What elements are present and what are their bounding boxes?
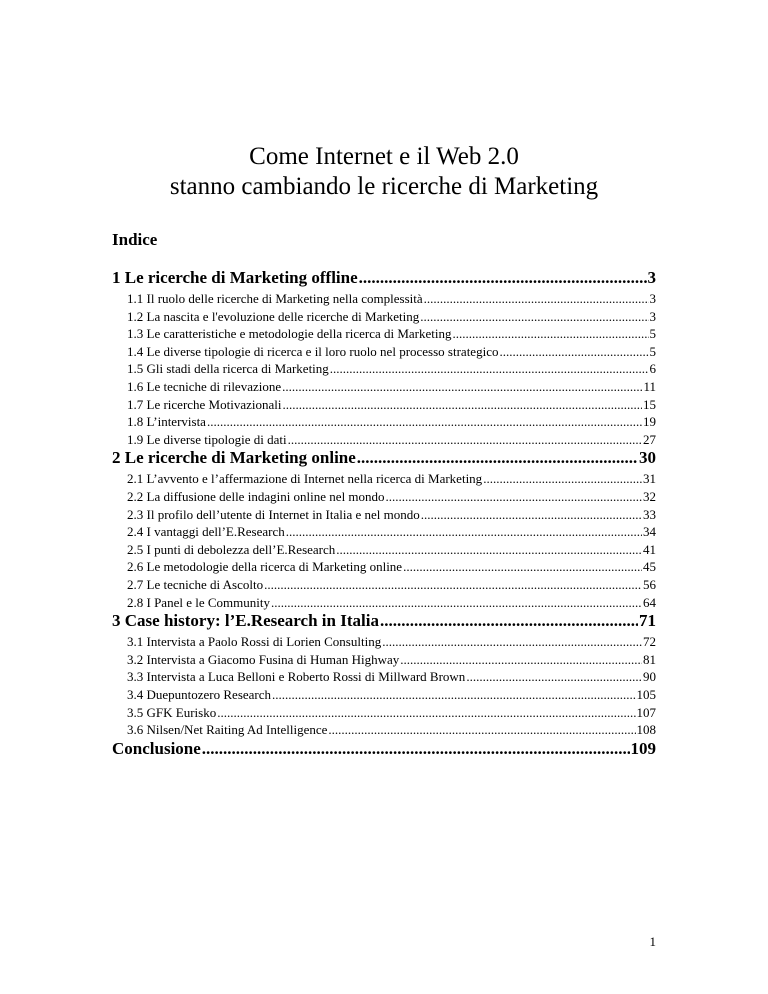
toc-entry-label: 1.6 Le tecniche di rilevazione <box>127 379 282 394</box>
toc-section-row[interactable] <box>112 291 656 308</box>
toc-leader-dots <box>328 722 635 738</box>
toc-section-row[interactable] <box>112 397 656 414</box>
toc-entry-label: 1.8 L’intervista <box>127 414 206 430</box>
toc-entry-page: 34 <box>643 524 656 540</box>
toc-entry-label: 3.3 Intervista a Luca Belloni e Roberto Rossi di Millward Brown <box>127 669 466 685</box>
toc-leader-dots <box>336 542 642 558</box>
toc-entry-page: 81 <box>643 651 656 667</box>
toc-entry-label: 3 Case history: l’E.Research in Italia <box>112 611 379 631</box>
toc-section-row[interactable] <box>112 361 656 378</box>
toc-leader-dots <box>330 361 649 377</box>
toc-entry-label: 3.2 Intervista a Giacomo Fusina di Human Highway <box>127 651 400 667</box>
toc-section-row[interactable] <box>112 559 656 576</box>
toc-section-row[interactable] <box>112 432 656 449</box>
toc-entry-page: 3 <box>647 268 656 287</box>
toc-entry-page: 3 <box>649 291 656 306</box>
toc-entry-label: 3.5 GFK Eurisko <box>127 704 217 720</box>
toc-leader-dots <box>283 397 643 413</box>
toc-leader-dots <box>282 379 642 395</box>
toc-entry-page: 3 <box>649 308 656 324</box>
toc-entry-page: 71 <box>639 611 656 631</box>
toc-section-row[interactable] <box>112 652 656 669</box>
toc-leader-dots <box>286 524 642 540</box>
toc-section-row[interactable] <box>112 524 656 541</box>
toc-leader-dots <box>466 669 642 685</box>
toc-chapter-row[interactable] <box>112 448 656 470</box>
toc-entry-label: 1.7 Le ricerche Motivazionali <box>127 396 282 412</box>
toc-entry-label: 1 Le ricerche di Marketing offline <box>112 268 358 287</box>
toc-leader-dots <box>400 652 642 668</box>
toc-entry-page: 64 <box>643 594 656 610</box>
toc-leader-dots <box>453 326 649 342</box>
toc-section-row[interactable] <box>112 414 656 431</box>
document-title-line-1: Come Internet e il Web 2.0 <box>249 143 519 170</box>
toc-entry-label: 2.8 I Panel e le Community <box>127 594 270 610</box>
toc-leader-dots <box>386 489 642 505</box>
toc-leader-dots <box>207 414 642 430</box>
toc-section-row[interactable] <box>112 687 656 704</box>
toc-section-row[interactable] <box>112 326 656 343</box>
toc-section-row[interactable] <box>112 705 656 722</box>
toc-section-row[interactable] <box>112 669 656 686</box>
toc-entry-label: 2.5 I punti di debolezza dell’E.Research <box>127 541 336 557</box>
toc-leader-dots <box>380 611 638 631</box>
toc-entry-page: 90 <box>643 669 656 685</box>
toc-entry-page: 32 <box>643 489 656 504</box>
toc-section-row[interactable] <box>112 507 656 524</box>
index-heading: Indice <box>112 230 158 249</box>
toc-leader-dots <box>202 739 630 759</box>
toc-entry-label: 2.7 Le tecniche di Ascolto <box>127 577 264 592</box>
toc-entry-page: 15 <box>643 396 656 412</box>
toc-entry-page: 105 <box>636 687 656 702</box>
toc-leader-dots <box>359 268 647 288</box>
toc-entry-page: 72 <box>643 634 656 650</box>
toc-entry-label: Conclusione <box>112 738 201 758</box>
toc-leader-dots <box>424 291 649 307</box>
toc-leader-dots <box>272 687 635 703</box>
toc-leader-dots <box>357 448 638 468</box>
toc-entry-page: 108 <box>636 722 656 738</box>
toc-entry-page: 107 <box>636 704 656 720</box>
toc-entry-label: 2.1 L’avvento e l’affermazione di Internet nella ricerca di Marketing <box>127 471 483 487</box>
toc-leader-dots <box>382 634 642 650</box>
toc-entry-label: 2.3 Il profilo dell’utente di Internet in Italia e nel mondo <box>127 506 420 522</box>
toc-entry-page: 56 <box>643 577 656 592</box>
toc-entry-page: 5 <box>649 326 656 342</box>
toc-entry-label: 2.4 I vantaggi dell’E.Research <box>127 524 285 540</box>
toc-entry-label: 2.2 La diffusione delle indagini online nel mondo <box>127 489 385 504</box>
toc-entry-page: 6 <box>649 361 656 377</box>
toc-leader-dots <box>264 577 642 593</box>
toc-entry-label: 3.1 Intervista a Paolo Rossi di Lorien Consulting <box>127 634 382 650</box>
toc-section-row[interactable] <box>112 344 656 361</box>
toc-entry-label: 1.9 Le diverse tipologie di dati <box>127 431 287 447</box>
toc-entry-label: 1.2 La nascita e l'evoluzione delle ricerche di Marketing <box>127 308 420 324</box>
toc-entry-page: 19 <box>643 414 656 430</box>
toc-chapter-row[interactable] <box>112 739 656 761</box>
toc-chapter-row[interactable] <box>112 268 656 290</box>
toc-section-row[interactable] <box>112 309 656 326</box>
toc-entry-label: 2 Le ricerche di Marketing online <box>112 448 356 468</box>
toc-section-row[interactable] <box>112 471 656 488</box>
toc-entry-page: 30 <box>639 448 656 468</box>
toc-entry-label: 2.6 Le metodologie della ricerca di Marketing online <box>127 559 403 575</box>
toc-section-row[interactable] <box>112 489 656 506</box>
toc-section-row[interactable] <box>112 634 656 651</box>
toc-entry-label: 1.5 Gli stadi della ricerca di Marketing <box>127 361 329 377</box>
toc-entry-page: 33 <box>643 506 656 522</box>
toc-leader-dots <box>499 344 648 360</box>
toc-entry-page: 5 <box>649 343 656 359</box>
toc-entry-page: 41 <box>643 541 656 557</box>
toc-leader-dots <box>421 507 642 523</box>
toc-entry-page: 45 <box>643 559 656 575</box>
toc-leader-dots <box>271 595 642 611</box>
toc-entry-label: 1.4 Le diverse tipologie di ricerca e il loro ruolo nel processo strategico <box>127 343 499 359</box>
toc-entry-page: 109 <box>630 738 656 758</box>
toc-section-row[interactable] <box>112 722 656 739</box>
toc-entry-label: 1.1 Il ruolo delle ricerche di Marketing nella complessità <box>127 291 423 306</box>
toc-chapter-row[interactable] <box>112 611 656 633</box>
toc-section-row[interactable] <box>112 595 656 612</box>
toc-entry-label: 3.4 Duepuntozero Research <box>127 687 272 702</box>
toc-leader-dots <box>288 432 642 448</box>
toc-section-row[interactable] <box>112 379 656 396</box>
toc-entry-label: 3.6 Nilsen/Net Raiting Ad Intelligence <box>127 722 328 738</box>
toc-entry-page: 27 <box>643 431 656 447</box>
toc-entry-page: 11 <box>643 379 656 394</box>
toc-section-row[interactable] <box>112 542 656 559</box>
toc-entry-page: 31 <box>643 471 656 487</box>
document-title-line-2: stanno cambiando le ricerche di Marketing <box>169 173 599 200</box>
page-number: 1 <box>649 934 656 949</box>
toc-section-row[interactable] <box>112 577 656 594</box>
toc-leader-dots <box>420 309 648 325</box>
toc-leader-dots <box>217 705 635 721</box>
toc-leader-dots <box>403 559 642 575</box>
toc-entry-label: 1.3 Le caratteristiche e metodologie della ricerca di Marketing <box>127 326 452 342</box>
toc-leader-dots <box>483 471 642 487</box>
